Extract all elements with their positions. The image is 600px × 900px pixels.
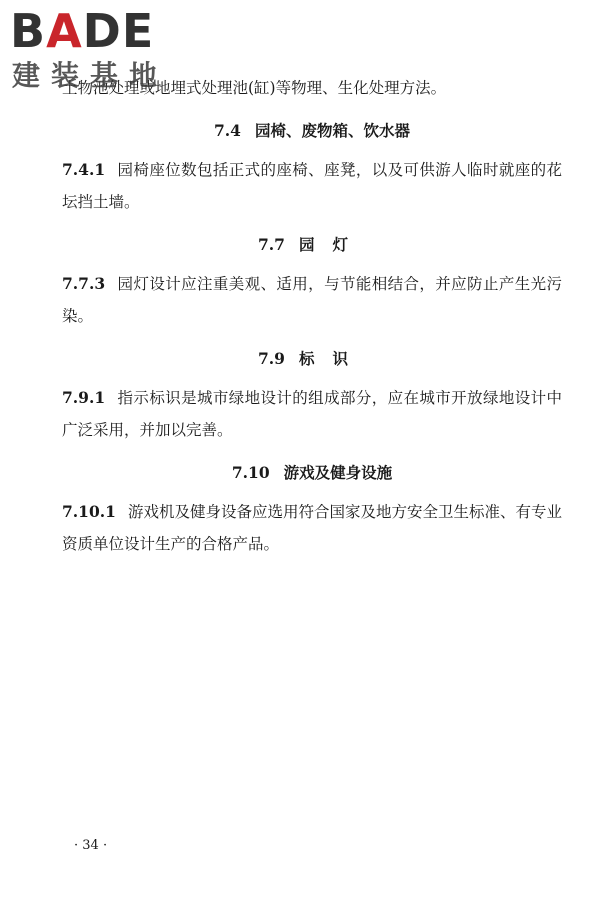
clause-7-9-1: 7.9.1 指示标识是城市绿地设计的组成部分，应在城市开放绿地设计中广泛采用，并加以完善。 bbox=[62, 388, 562, 439]
logo-wordmark: BADE bbox=[10, 4, 155, 58]
clause-7-10-1: 7.10.1 游戏机及健身设备应选用符合国家及地方安全卫生标准、有专业资质单位设计生产的合格产品。 bbox=[62, 502, 562, 553]
clause-7-4-1: 7.4.1 园椅座位数包括正式的座椅、座凳，以及可供游人临时就座的花坛挡土墙。 bbox=[62, 160, 562, 211]
watermark-logo bbox=[10, 6, 175, 96]
clause-7-7-3: 7.7.3 园灯设计应注重美观、适用，与节能相结合，并应防止产生光污染。 bbox=[62, 274, 562, 325]
page-content bbox=[62, 66, 562, 560]
section-heading-7-9: 7.9 标识 bbox=[258, 349, 366, 368]
continued-paragraph: 土物池处理或地埋式处理池(缸)等物理、生化处理方法。 bbox=[62, 79, 447, 97]
logo-subtitle: 建装基地 bbox=[12, 59, 169, 92]
section-heading-7-4: 7.4 园椅、废物箱、饮水器 bbox=[214, 121, 410, 140]
section-heading-7-7: 7.7 园灯 bbox=[258, 235, 366, 254]
section-heading-7-10: 7.10 游戏及健身设施 bbox=[231, 463, 393, 482]
page-number: · 34 · bbox=[74, 838, 108, 853]
